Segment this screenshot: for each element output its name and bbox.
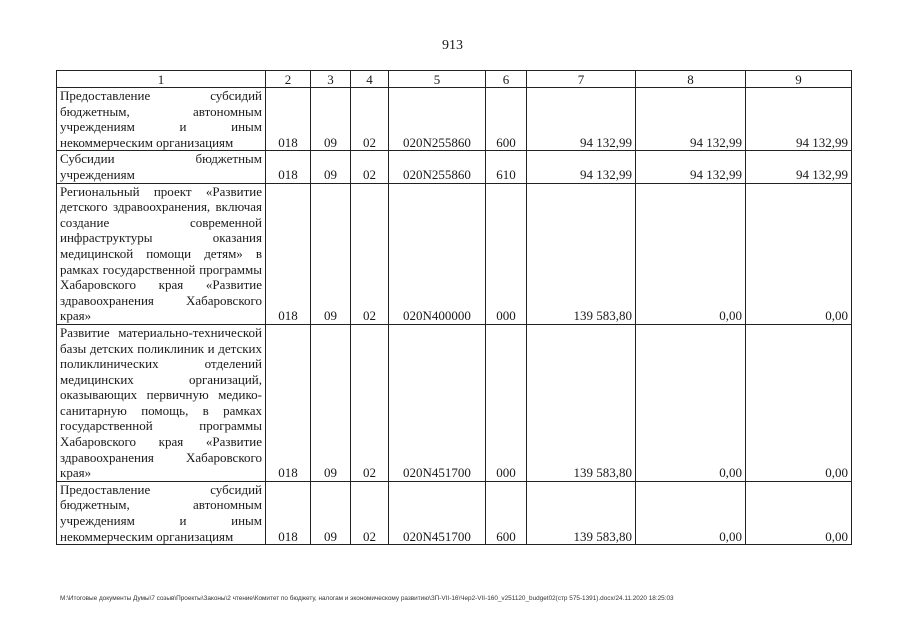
header-col-7: 7 [527,71,636,88]
section-code: 09 [311,183,351,324]
document-footer-path: M:\Итоговые документы Думы\7 созыв\Проекты\Законы\2 чтение\Комитет по бюджету, налогам и экономическому развитию\ЗП-VII-16\Чер2-VII-160_v251120_budget02(стр 575-1391).docx/24.11.2020 18:25:03 [60,595,674,602]
amount-col-7: 139 583,80 [527,183,636,324]
row-name: Региональный проект «Развитие детского здравоохранения, включая создание современной инфраструктуры оказания медицинской помощи детям» в рамках государственной программы Хабаровского края «Развитие здравоохранения Хабаровского края» [57,183,266,324]
header-col-4: 4 [351,71,389,88]
subsection-code: 02 [351,183,389,324]
target-item-code: 020N400000 [389,183,486,324]
subsection-code: 02 [351,481,389,544]
ministry-code: 018 [266,151,311,183]
table-row [57,324,852,481]
amount-col-8: 94 132,99 [636,88,746,151]
ministry-code: 018 [266,183,311,324]
subsection-code: 02 [351,324,389,481]
header-col-3: 3 [311,71,351,88]
amount-col-8: 94 132,99 [636,151,746,183]
table-row [57,151,852,183]
row-name: Субсидии бюджетным учреждениям [57,151,266,183]
amount-col-7: 94 132,99 [527,88,636,151]
expense-type-code: 610 [486,151,527,183]
row-name: Предоставление субсидий бюджетным, автономным учреждениям и иным некоммерческим организациям [57,481,266,544]
table-header [57,71,852,88]
amount-col-7: 139 583,80 [527,324,636,481]
section-code: 09 [311,88,351,151]
amount-col-9: 94 132,99 [746,88,852,151]
row-name: Предоставление субсидий бюджетным, автономным учреждениям и иным некоммерческим организациям [57,88,266,151]
page-number: 913 [442,38,463,53]
expense-type-code: 600 [486,88,527,151]
target-item-code: 020N451700 [389,481,486,544]
expense-type-code: 600 [486,481,527,544]
expense-type-code: 000 [486,324,527,481]
amount-col-8: 0,00 [636,481,746,544]
header-col-1: 1 [57,71,266,88]
amount-col-9: 94 132,99 [746,151,852,183]
budget-table [56,70,852,545]
header-col-8: 8 [636,71,746,88]
table-body [57,88,852,545]
ministry-code: 018 [266,324,311,481]
subsection-code: 02 [351,151,389,183]
section-code: 09 [311,151,351,183]
table-row [57,481,852,544]
subsection-code: 02 [351,88,389,151]
table-row [57,183,852,324]
amount-col-8: 0,00 [636,324,746,481]
header-col-9: 9 [746,71,852,88]
ministry-code: 018 [266,481,311,544]
table-row [57,88,852,151]
header-col-5: 5 [389,71,486,88]
expense-type-code: 000 [486,183,527,324]
target-item-code: 020N255860 [389,151,486,183]
amount-col-9: 0,00 [746,481,852,544]
target-item-code: 020N255860 [389,88,486,151]
amount-col-9: 0,00 [746,324,852,481]
amount-col-7: 139 583,80 [527,481,636,544]
amount-col-9: 0,00 [746,183,852,324]
header-col-6: 6 [486,71,527,88]
target-item-code: 020N451700 [389,324,486,481]
header-row [57,71,852,88]
section-code: 09 [311,481,351,544]
row-name: Развитие материально-технической базы детских поликлиник и детских поликлинических отделений медицинских организаций, оказывающих первичную медико-санитарную помощь, в рамках государственной программы Хабаровского края «Развитие здравоохранения Хабаровского края» [57,324,266,481]
amount-col-7: 94 132,99 [527,151,636,183]
ministry-code: 018 [266,88,311,151]
header-col-2: 2 [266,71,311,88]
amount-col-8: 0,00 [636,183,746,324]
section-code: 09 [311,324,351,481]
